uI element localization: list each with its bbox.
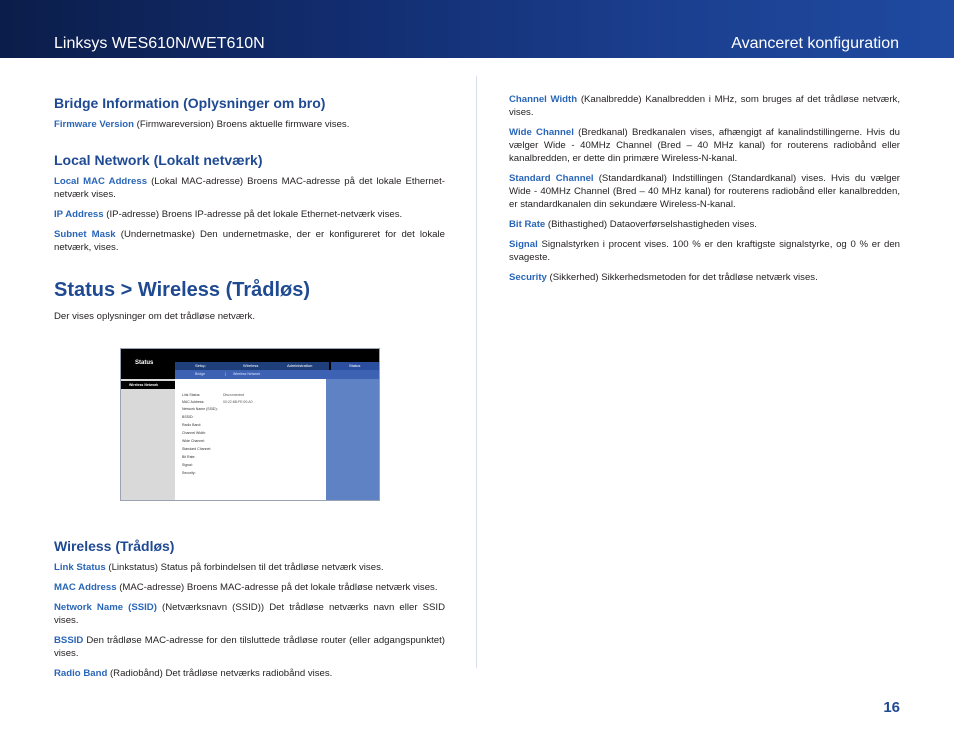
subnet-entry bbox=[54, 228, 445, 254]
section-name: Avanceret konfiguration bbox=[731, 35, 899, 52]
wide-channel-entry bbox=[509, 126, 900, 165]
bssid-text: Den trådløse MAC-adresse for den tilsluttede trådløse router (eller adgangspunktet) vises. bbox=[54, 635, 445, 659]
channel-width-entry bbox=[509, 93, 900, 119]
local-network-heading: Local Network (Lokalt netværk) bbox=[54, 152, 263, 168]
local-mac-term: Local MAC Address bbox=[54, 176, 148, 187]
security-text: (Sikkerhed) Sikkerhedsmetoden for det trådløse netværk vises. bbox=[546, 272, 818, 283]
standard-channel-text: (Standardkanal) Indstillingen (Standardkanal) vises. Hvis du vælger Wide - 40MHz Channel (Bred – 40 MHz kanal) for routerens radiobånd eller kanalbredden, er standardkanalen din sekundære Wireless-N-kanal. bbox=[509, 173, 900, 210]
ssid-text: (Netværksnavn (SSID)) Det trådløse netværks navn eller SSID vises. bbox=[54, 602, 445, 626]
wireless-heading: Wireless (Trådløs) bbox=[54, 538, 175, 554]
link-status-text: (Linkstatus) Status på forbindelsen til det trådløse netværk vises. bbox=[105, 562, 384, 573]
bssid-term: BSSID bbox=[54, 635, 84, 646]
screenshot-tab-wireless: Wireless bbox=[243, 363, 259, 368]
radio-band-entry bbox=[54, 667, 445, 680]
channel-width-term: Channel Width bbox=[509, 94, 578, 105]
security-term: Security bbox=[509, 272, 547, 283]
radio-band-term: Radio Band bbox=[54, 668, 108, 679]
signal-term: Signal bbox=[509, 239, 538, 250]
screenshot-status-label: Status bbox=[135, 360, 154, 366]
radio-band-text: (Radiobånd) Det trådløse netværks radiobånd vises. bbox=[107, 668, 333, 679]
ip-entry bbox=[54, 208, 445, 221]
column-divider bbox=[476, 76, 477, 668]
status-wireless-title: Status > Wireless (Trådløs) bbox=[54, 279, 311, 301]
ssid-entry bbox=[54, 601, 445, 627]
screenshot-right-panel bbox=[326, 379, 380, 501]
bit-rate-term: Bit Rate bbox=[509, 219, 546, 230]
bridge-info-heading: Bridge Information (Oplysninger om bro) bbox=[54, 95, 326, 111]
mac-entry bbox=[54, 581, 445, 594]
wide-channel-term: Wide Channel bbox=[509, 127, 574, 138]
wide-channel-text: (Bredkanal) Bredkanalen vises, afhængigt af kanalindstillingerne. Hvis du vælger Wide - 40MHz Channel (Bred – 40 MHz kanal) for routerens radiobånd eller kanalbredden, er dette din primære Wireless-N-kanal. bbox=[509, 127, 901, 164]
bit-rate-entry bbox=[509, 218, 900, 231]
link-status-term: Link Status bbox=[54, 562, 106, 573]
mac-term: MAC Address bbox=[54, 582, 117, 593]
firmware-entry bbox=[54, 118, 445, 131]
channel-width-text: (Kanalbredde) Kanalbredden i MHz, som bruges af det trådløse netværk, vises. bbox=[509, 94, 900, 118]
screenshot-status-tab: Status bbox=[331, 362, 380, 370]
product-name: Linksys WES610N/WET610N bbox=[54, 35, 265, 52]
status-intro: Der vises oplysninger om det trådløse netværk. bbox=[54, 311, 256, 322]
standard-channel-term: Standard Channel bbox=[509, 173, 594, 184]
firmware-text: (Firmwareversion) Broens aktuelle firmware vises. bbox=[133, 119, 350, 130]
screenshot-tab-setup: Setup bbox=[195, 363, 206, 368]
left-column-lower bbox=[54, 537, 445, 680]
screenshot-left-strip bbox=[121, 379, 175, 501]
subnet-text: (Undernetmaske) Den undernetmaske, der er konfigureret for det lokale netværk, vises. bbox=[54, 229, 445, 253]
ip-term: IP Address bbox=[54, 209, 104, 220]
screenshot-tab-administration: Administration bbox=[287, 363, 313, 368]
bit-rate-text: (Bithastighed) Dataoverførselshastigheden vises. bbox=[545, 219, 757, 230]
right-column bbox=[509, 93, 900, 284]
local-mac-text: (Lokal MAC-adresse) Broens MAC-adresse på det lokale Ethernet-netværk vises. bbox=[54, 176, 445, 200]
security-entry bbox=[509, 271, 900, 284]
subnet-term: Subnet Mask bbox=[54, 229, 116, 240]
screenshot-tabs bbox=[175, 362, 329, 370]
bssid-entry bbox=[54, 634, 445, 660]
mac-text: (MAC-adresse) Broens MAC-adresse på det lokale trådløse netværk vises. bbox=[116, 582, 438, 593]
signal-text: Signalstyrken i procent vises. 100 % er den kraftigste signalstyrke, og 0 % er den svageste. bbox=[509, 239, 900, 263]
screenshot-subnav: Bridge | Wireless Network bbox=[175, 370, 380, 379]
signal-entry bbox=[509, 238, 900, 264]
screenshot-section-label: Wireless Network bbox=[121, 381, 175, 389]
firmware-term: Firmware Version bbox=[54, 119, 134, 130]
ip-text: (IP-adresse) Broens IP-adresse på det lokale Ethernet-netværk vises. bbox=[103, 209, 403, 220]
page-number: 16 bbox=[883, 699, 900, 716]
local-mac-entry bbox=[54, 175, 445, 201]
left-column bbox=[54, 94, 445, 323]
router-status-screenshot: Status Setup Wireless Administration Status Bridge | Wireless Network Wireless Network Link Status: MAC Address: Network Name (SSID): BSSID: Radio Band: Channel Width: Wide Channel: Standard Channel: Bit Rate: Signal: Security: Disconnected 00:22:6B:FE:00:A0 bbox=[120, 348, 380, 501]
page-header bbox=[0, 0, 954, 58]
ssid-term: Network Name (SSID) bbox=[54, 602, 157, 613]
link-status-entry bbox=[54, 561, 445, 574]
standard-channel-entry bbox=[509, 172, 900, 211]
